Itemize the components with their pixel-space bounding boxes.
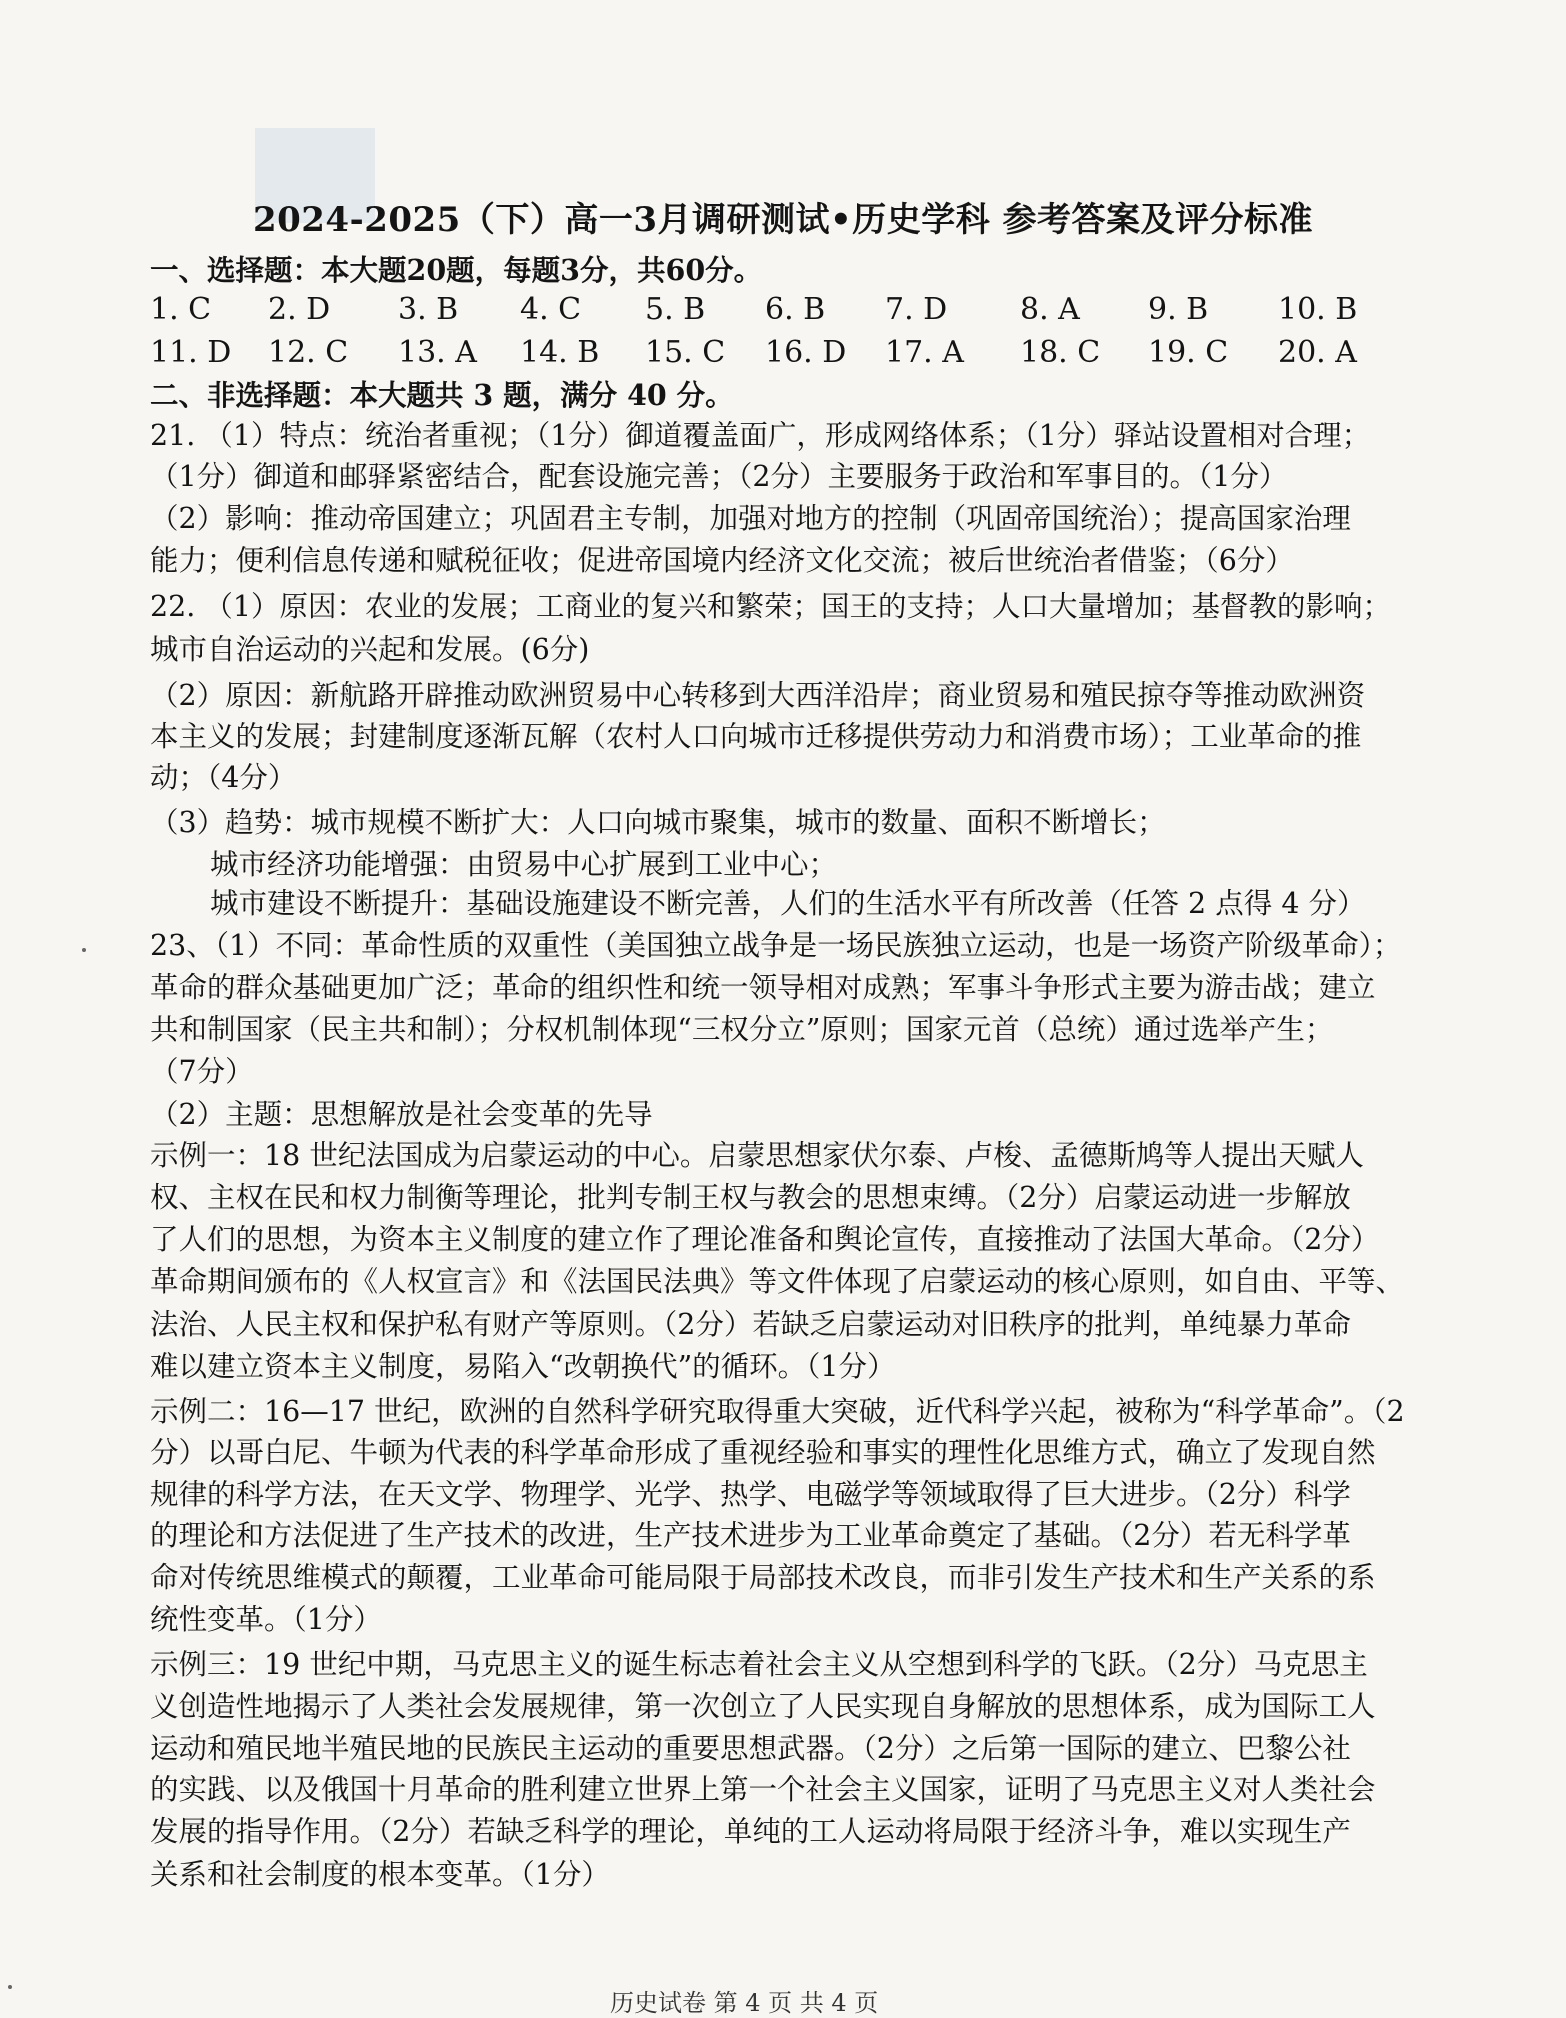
text-line: 法治、人民主权和保护私有财产等原则。（2分）若缺乏启蒙运动对旧秩序的批判，单纯暴力革命 [150, 1308, 1351, 1341]
answer-item: 4. C [520, 292, 582, 327]
text-line: 的实践、以及俄国十月革命的胜利建立世界上第一个社会主义国家，证明了马克思主义对人类社会 [150, 1773, 1376, 1806]
scan-speck [82, 948, 86, 952]
text-line: 难以建立资本主义制度，易陷入“改朝换代”的循环。（1分） [150, 1350, 896, 1383]
text-line: 运动和殖民地半殖民地的民族民主运动的重要思想武器。（2分）之后第一国际的建立、巴黎公社 [150, 1732, 1351, 1765]
section-one-heading: 一、选择题：本大题20题，每题3分，共60分。 [150, 253, 763, 287]
answer-item: 11. D [150, 335, 232, 370]
answer-item: 7. D [885, 292, 948, 327]
text-line: （2）原因：新航路开辟推动欧洲贸易中心转移到大西洋沿岸；商业贸易和殖民掠夺等推动欧洲资 [150, 679, 1366, 712]
answer-item: 13. A [398, 335, 477, 370]
text-line: 示例三：19 世纪中期，马克思主义的诞生标志着社会主义从空想到科学的飞跃。（2分）马克思主 [150, 1648, 1368, 1681]
text-line: 共和制国家（民主共和制）；分权机制体现“三权分立”原则；国家元首（总统）通过选举产生； [150, 1013, 1334, 1046]
answer-item: 3. B [398, 292, 459, 327]
text-line: 义创造性地揭示了人类社会发展规律，第一次创立了人民实现自身解放的思想体系，成为国际工人 [150, 1690, 1376, 1723]
answer-item: 10. B [1278, 292, 1358, 327]
answer-item: 17. A [885, 335, 964, 370]
answer-item: 18. C [1020, 335, 1101, 370]
text-line: 革命期间颁布的《人权宣言》和《法国民法典》等文件体现了启蒙运动的核心原则，如自由、平等、 [150, 1265, 1405, 1298]
text-line: 规律的科学方法，在天文学、物理学、光学、热学、电磁学等领域取得了巨大进步。（2分）科学 [150, 1478, 1351, 1511]
text-line: （1分）御道和邮驿紧密结合，配套设施完善；（2分）主要服务于政治和军事目的。（1分） [150, 460, 1288, 493]
answer-item: 12. C [268, 335, 349, 370]
text-line: 革命的群众基础更加广泛；革命的组织性和统一领导相对成熟；军事斗争形式主要为游击战；建立 [150, 971, 1376, 1004]
answer-item: 8. A [1020, 292, 1080, 327]
text-line: 23、（1）不同：革命性质的双重性（美国独立战争是一场民族独立运动，也是一场资产阶级革命）； [150, 929, 1402, 962]
text-line: 动；（4分） [150, 761, 297, 794]
answer-item: 19. C [1148, 335, 1229, 370]
answer-item: 16. D [765, 335, 847, 370]
text-line: （2）主题：思想解放是社会变革的先导 [150, 1098, 653, 1131]
page-footer: 历史试卷 第 4 页 共 4 页 [610, 1989, 879, 2017]
answer-item: 5. B [645, 292, 706, 327]
answer-item: 1. C [150, 292, 212, 327]
text-line: （2）影响：推动帝国建立；巩固君主专制，加强对地方的控制（巩固帝国统治）；提高国家治理 [150, 502, 1351, 535]
text-line: （7分） [150, 1055, 254, 1088]
text-line: 示例一：18 世纪法国成为启蒙运动的中心。启蒙思想家伏尔泰、卢梭、孟德斯鸠等人提出天赋人 [150, 1139, 1364, 1172]
text-line: 能力；便利信息传递和赋税征收；促进帝国境内经济文化交流；被后世统治者借鉴；（6分） [150, 544, 1294, 577]
text-line: 关系和社会制度的根本变革。（1分） [150, 1858, 610, 1891]
scan-speck [8, 1985, 12, 1989]
section-two-heading: 二、非选择题：本大题共 3 题，满分 40 分。 [150, 378, 734, 412]
text-line: （3）趋势：城市规模不断扩大：人口向城市聚集，城市的数量、面积不断增长； [150, 806, 1166, 839]
text-line: 分）以哥白尼、牛顿为代表的科学革命形成了重视经验和事实的理性化思维方式，确立了发现自然 [150, 1436, 1376, 1469]
text-line: 22. （1）原因：农业的发展；工商业的复兴和繁荣；国王的支持；人口大量增加；基督教的影响； [150, 590, 1392, 623]
text-line: 示例二：16—17 世纪，欧洲的自然科学研究取得重大突破，近代科学兴起，被称为“科学革命”。（2 [150, 1395, 1405, 1428]
answer-item: 15. C [645, 335, 726, 370]
text-line: 本主义的发展；封建制度逐渐瓦解（农村人口向城市迁移提供劳动力和消费市场）；工业革命的推 [150, 720, 1362, 753]
answer-item: 9. B [1148, 292, 1209, 327]
answer-item: 6. B [765, 292, 826, 327]
text-line: 的理论和方法促进了生产技术的改进，生产技术进步为工业革命奠定了基础。（2分）若无科学革 [150, 1519, 1351, 1552]
text-line: 命对传统思维模式的颠覆，工业革命可能局限于局部技术改良，而非引发生产技术和生产关系的系 [150, 1561, 1376, 1594]
answer-item: 14. B [520, 335, 600, 370]
page-title: 2024-2025（下）高一3月调研测试•历史学科 参考答案及评分标准 [252, 200, 1314, 240]
text-line: 城市建设不断提升：基础设施建设不断完善，人们的生活水平有所改善（任答 2 点得 4 分） [210, 887, 1366, 920]
text-line: 城市经济功能增强：由贸易中心扩展到工业中心； [210, 848, 838, 881]
text-line: 了人们的思想，为资本主义制度的建立作了理论准备和舆论宣传，直接推动了法国大革命。（2分） [150, 1223, 1380, 1256]
text-line: 21. （1）特点：统治者重视；（1分）御道覆盖面广，形成网络体系；（1分）驿站设置相对合理； [150, 419, 1371, 452]
text-line: 统性变革。（1分） [150, 1603, 382, 1636]
text-line: 权、主权在民和权力制衡等理论，批判专制王权与教会的思想束缚。（2分）启蒙运动进一步解放 [150, 1181, 1351, 1214]
answer-item: 2. D [268, 292, 331, 327]
text-line: 发展的指导作用。（2分）若缺乏科学的理论，单纯的工人运动将局限于经济斗争，难以实现生产 [150, 1815, 1351, 1848]
text-line: 城市自治运动的兴起和发展。(6分) [150, 633, 590, 666]
answer-item: 20. A [1278, 335, 1357, 370]
